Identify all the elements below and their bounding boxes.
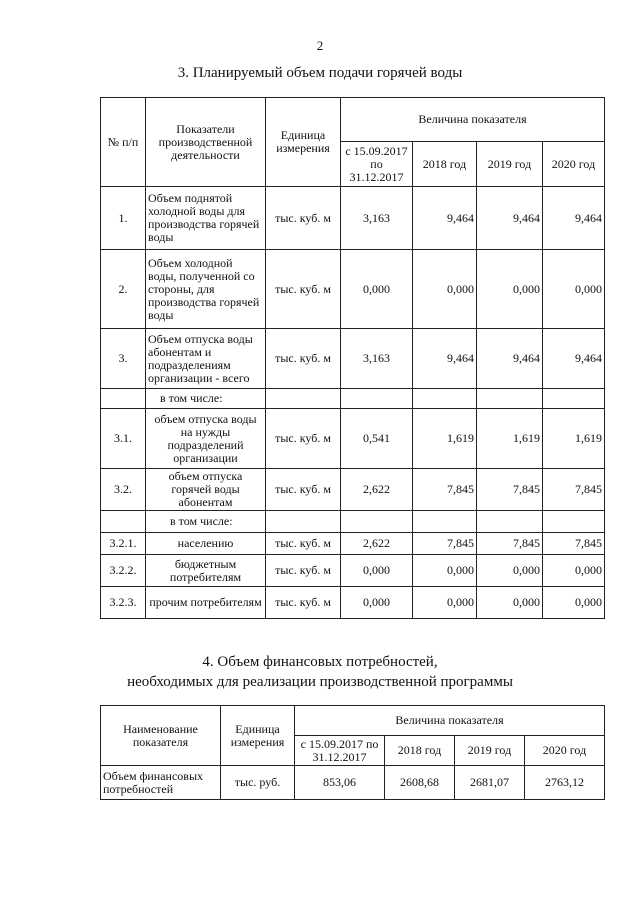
row-value: 3,163 bbox=[341, 187, 413, 250]
row-value: 9,464 bbox=[413, 329, 477, 389]
section3-title: 3. Планируемый объем подачи горячей воды bbox=[177, 65, 463, 81]
row-num: 3.2. bbox=[101, 469, 146, 511]
row-value: 0,000 bbox=[341, 250, 413, 329]
table-row bbox=[101, 555, 605, 587]
row-unit: тыс. куб. м bbox=[266, 250, 341, 329]
row-value: 2,622 bbox=[341, 533, 413, 555]
row-value: 7,845 bbox=[477, 469, 543, 511]
row-num: 2. bbox=[101, 250, 146, 329]
section4-title-line2: необходимых для реализации производственной программы bbox=[127, 674, 513, 690]
row-num: 3.2.3. bbox=[101, 587, 146, 619]
header-period: с 15.09.2017 по 31.12.2017 bbox=[295, 736, 385, 766]
row-value: 0,000 bbox=[413, 587, 477, 619]
header-period: 2019 год bbox=[455, 736, 525, 766]
table-row bbox=[101, 409, 605, 469]
row-num bbox=[101, 511, 146, 533]
row-name: прочим потребителям bbox=[146, 587, 266, 619]
row-unit: тыс. куб. м bbox=[266, 555, 341, 587]
row-value: 0,541 bbox=[341, 409, 413, 469]
row-value bbox=[413, 389, 477, 409]
row-value: 0,000 bbox=[413, 250, 477, 329]
row-value: 0,000 bbox=[543, 555, 605, 587]
row-value bbox=[341, 389, 413, 409]
row-name: Объем холодной воды, полученной со стороны, для производства горячей воды bbox=[146, 250, 266, 329]
row-name: Объем финансовых потребностей bbox=[101, 766, 221, 800]
row-name: объем отпуска горячей воды абонентам bbox=[146, 469, 266, 511]
row-value: 7,845 bbox=[477, 533, 543, 555]
row-unit: тыс. куб. м bbox=[266, 533, 341, 555]
row-num: 3.2.1. bbox=[101, 533, 146, 555]
row-num: 3.1. bbox=[101, 409, 146, 469]
table-row bbox=[101, 329, 605, 389]
table-row bbox=[101, 250, 605, 329]
row-unit bbox=[266, 511, 341, 533]
header-period: 2018 год bbox=[385, 736, 455, 766]
header-value-group: Величина показателя bbox=[295, 706, 605, 736]
row-num: 1. bbox=[101, 187, 146, 250]
water-supply-table bbox=[100, 97, 605, 619]
row-value: 9,464 bbox=[477, 187, 543, 250]
section4-title bbox=[0, 652, 640, 692]
table-row bbox=[101, 511, 605, 533]
table-row bbox=[101, 469, 605, 511]
row-value bbox=[341, 511, 413, 533]
row-value: 7,845 bbox=[543, 469, 605, 511]
header-indicator: Показатели производственной деятельности bbox=[146, 98, 266, 187]
financial-needs-table bbox=[100, 705, 605, 800]
row-value: 7,845 bbox=[413, 469, 477, 511]
row-unit: тыс. куб. м bbox=[266, 409, 341, 469]
row-name: в том числе: bbox=[146, 389, 266, 409]
header-value-group: Величина показателя bbox=[341, 98, 605, 142]
row-value: 9,464 bbox=[477, 329, 543, 389]
row-value: 1,619 bbox=[477, 409, 543, 469]
row-name: бюджетным потребителям bbox=[146, 555, 266, 587]
row-num: 3. bbox=[101, 329, 146, 389]
header-unit: Единица измерения bbox=[221, 706, 295, 766]
row-value: 9,464 bbox=[543, 329, 605, 389]
table-row bbox=[101, 587, 605, 619]
row-num: 3.2.2. bbox=[101, 555, 146, 587]
header-num: № п/п bbox=[101, 98, 146, 187]
row-unit bbox=[266, 389, 341, 409]
header-period: 2018 год bbox=[413, 142, 477, 187]
row-value: 9,464 bbox=[543, 187, 605, 250]
row-name: населению bbox=[146, 533, 266, 555]
row-value: 0,000 bbox=[413, 555, 477, 587]
header-unit: Единица измерения bbox=[266, 98, 341, 187]
row-unit: тыс. куб. м bbox=[266, 187, 341, 250]
row-num bbox=[101, 389, 146, 409]
section4-title-line1: 4. Объем финансовых потребностей, bbox=[202, 654, 438, 670]
row-value: 0,000 bbox=[341, 587, 413, 619]
row-value: 0,000 bbox=[543, 250, 605, 329]
row-value: 2681,07 bbox=[455, 766, 525, 800]
row-value: 0,000 bbox=[543, 587, 605, 619]
row-value: 3,163 bbox=[341, 329, 413, 389]
row-value: 7,845 bbox=[413, 533, 477, 555]
row-value: 0,000 bbox=[477, 587, 543, 619]
row-name: объем отпуска воды на нужды подразделений организации bbox=[146, 409, 266, 469]
row-value bbox=[543, 389, 605, 409]
row-value bbox=[477, 389, 543, 409]
row-name: в том числе: bbox=[146, 511, 266, 533]
table-row bbox=[101, 187, 605, 250]
row-value: 2763,12 bbox=[525, 766, 605, 800]
table-row bbox=[101, 389, 605, 409]
row-value: 0,000 bbox=[477, 555, 543, 587]
header-period: с 15.09.2017 по 31.12.2017 bbox=[341, 142, 413, 187]
row-value: 1,619 bbox=[413, 409, 477, 469]
table-row bbox=[101, 533, 605, 555]
header-name: Наименование показателя bbox=[101, 706, 221, 766]
row-value: 1,619 bbox=[543, 409, 605, 469]
row-value: 0,000 bbox=[341, 555, 413, 587]
row-unit: тыс. куб. м bbox=[266, 469, 341, 511]
page-number: 2 bbox=[316, 38, 324, 53]
row-value: 9,464 bbox=[413, 187, 477, 250]
row-value bbox=[477, 511, 543, 533]
header-period: 2020 год bbox=[525, 736, 605, 766]
table-row bbox=[101, 766, 605, 800]
row-value: 2,622 bbox=[341, 469, 413, 511]
row-value: 0,000 bbox=[477, 250, 543, 329]
row-value: 853,06 bbox=[295, 766, 385, 800]
row-name: Объем поднятой холодной воды для производства горячей воды bbox=[146, 187, 266, 250]
row-value: 7,845 bbox=[543, 533, 605, 555]
row-value: 2608,68 bbox=[385, 766, 455, 800]
row-value bbox=[413, 511, 477, 533]
header-period: 2019 год bbox=[477, 142, 543, 187]
row-value bbox=[543, 511, 605, 533]
row-unit: тыс. куб. м bbox=[266, 329, 341, 389]
row-unit: тыс. руб. bbox=[221, 766, 295, 800]
header-period: 2020 год bbox=[543, 142, 605, 187]
row-unit: тыс. куб. м bbox=[266, 587, 341, 619]
row-name: Объем отпуска воды абонентам и подразделениям организации - всего bbox=[146, 329, 266, 389]
